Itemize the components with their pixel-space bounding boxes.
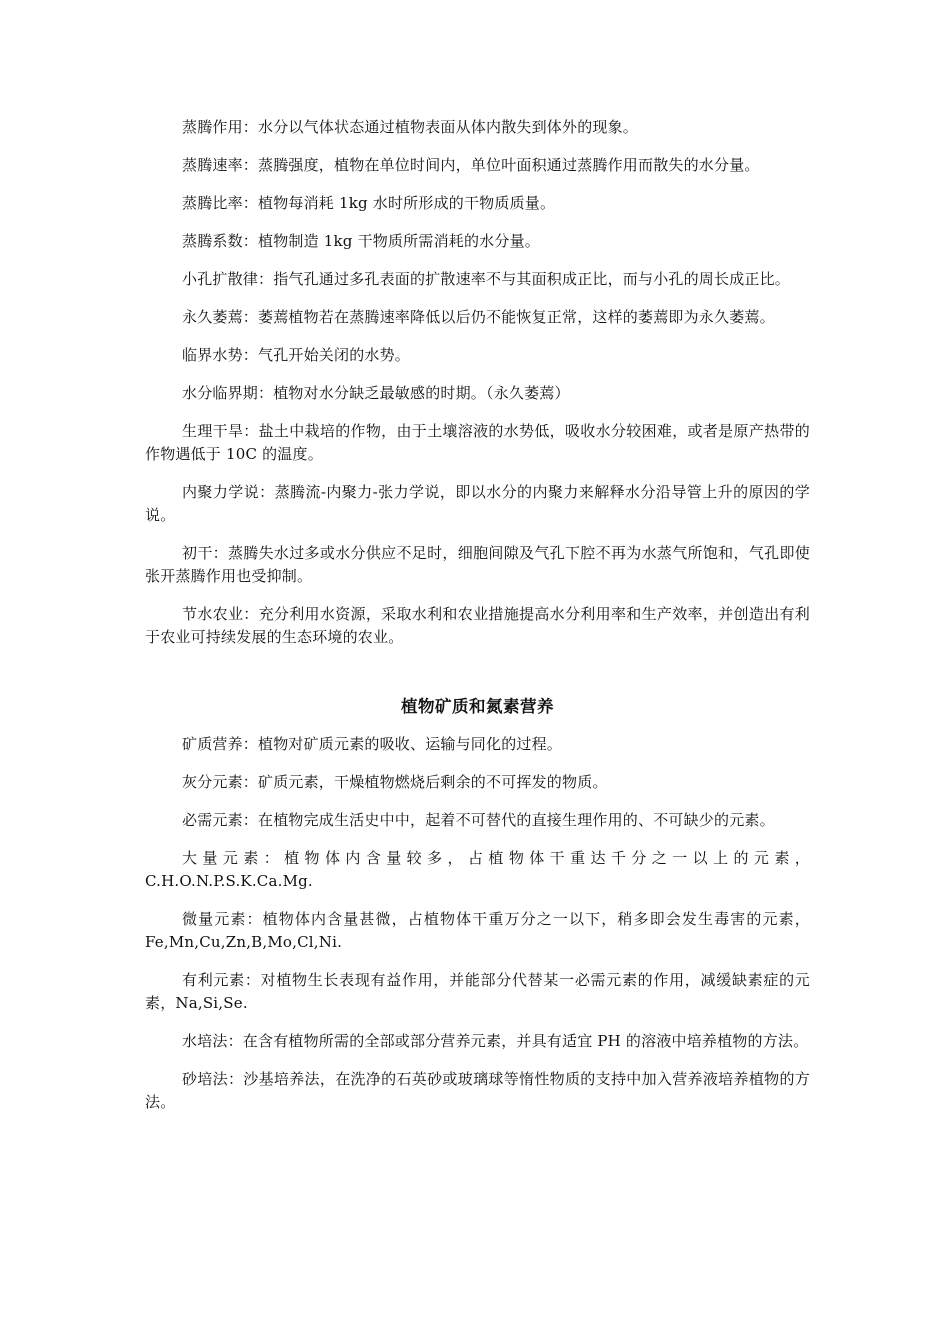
definition-paragraph: 蒸腾速率：蒸腾强度，植物在单位时间内，单位叶面积通过蒸腾作用而散失的水分量。 (182, 156, 760, 174)
definition-paragraph: 临界水势：气孔开始关闭的水势。 (182, 346, 411, 364)
document-body (145, 116, 810, 1129)
definition-paragraph: 大量元素：植物体内含量较多，占植物体干重达千分之一以上的元素，C.H.O.N.P.S.K.Ca.Mg. (145, 849, 810, 890)
definition-paragraph: 蒸腾系数：植物制造 1kg 干物质所需消耗的水分量。 (182, 232, 540, 250)
definition-paragraph: 矿质营养：植物对矿质元素的吸收、运输与同化的过程。 (182, 735, 563, 753)
definition-paragraph: 砂培法：沙基培养法，在洗净的石英砂或玻璃球等惰性物质的支持中加入营养液培养植物的方法。 (145, 1070, 810, 1111)
definition-paragraph: 水培法：在含有植物所需的全部或部分营养元素，并具有适宜 PH 的溶液中培养植物的方法。 (182, 1032, 809, 1050)
section-mineral-nutrition (145, 695, 810, 1114)
definition-paragraph: 永久萎蔫：萎蔫植物若在蒸腾速率降低以后仍不能恢复正常，这样的萎蔫即为永久萎蔫。 (182, 308, 775, 326)
definition-paragraph: 有利元素：对植物生长表现有益作用，并能部分代替某一必需元素的作用，减缓缺素症的元素，Na,Si,Se. (145, 971, 810, 1012)
definition-paragraph: 蒸腾作用：水分以气体状态通过植物表面从体内散失到体外的现象。 (182, 118, 639, 136)
definition-paragraph: 蒸腾比率：植物每消耗 1kg 水时所形成的干物质质量。 (182, 194, 556, 212)
definition-paragraph: 必需元素：在植物完成生活史中中，起着不可替代的直接生理作用的、不可缺少的元素。 (182, 811, 775, 829)
definition-paragraph: 生理干旱：盐土中栽培的作物，由于土壤溶液的水势低，吸收水分较困难，或者是原产热带的作物遇低于 10C 的温度。 (145, 422, 810, 463)
definition-paragraph: 内聚力学说：蒸腾流-内聚力-张力学说，即以水分的内聚力来解释水分沿导管上升的原因的学说。 (145, 483, 810, 524)
definition-paragraph: 小孔扩散律：指气孔通过多孔表面的扩散速率不与其面积成正比，而与小孔的周长成正比。 (182, 270, 791, 288)
section-heading: 植物矿质和氮素营养 (401, 697, 554, 716)
definition-paragraph: 水分临界期：植物对水分缺乏最敏感的时期。（永久萎蔫） (182, 384, 570, 402)
definition-paragraph: 灰分元素：矿质元素，干燥植物燃烧后剩余的不可挥发的物质。 (182, 773, 608, 791)
definition-paragraph: 节水农业：充分利用水资源，采取水利和农业措施提高水分利用率和生产效率，并创造出有利于农业可持续发展的生态环境的农业。 (145, 605, 810, 646)
definition-paragraph: 微量元素：植物体内含量甚微，占植物体干重万分之一以下，稍多即会发生毒害的元素，Fe,Mn,Cu,Zn,B,Mo,Cl,Ni. (145, 910, 810, 951)
section-transpiration (145, 116, 810, 649)
definition-paragraph: 初干：蒸腾失水过多或水分供应不足时，细胞间隙及气孔下腔不再为水蒸气所饱和，气孔即使张开蒸腾作用也受抑制。 (145, 544, 810, 585)
